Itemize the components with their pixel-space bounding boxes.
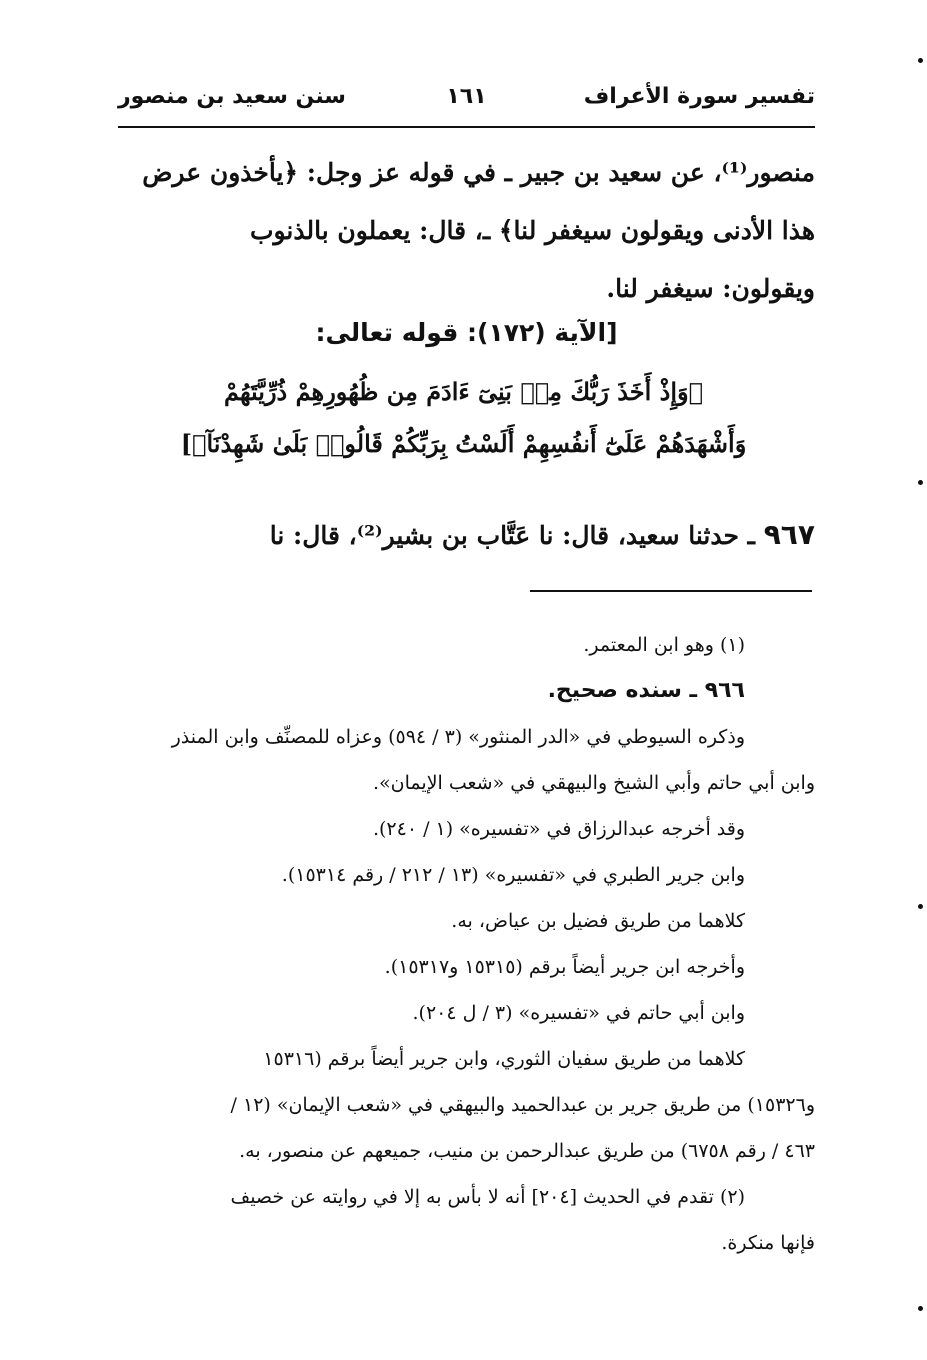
header-divider	[118, 126, 815, 128]
main-text-block	[118, 144, 815, 318]
footnote-line: كلاهما من طريق فضيل بن عياض، به.	[451, 910, 745, 932]
footnote-line: ٤٦٣ / رقم ٦٧٥٨) من طريق عبدالرحمن بن منيب، جميعهم عن منصور، به.	[239, 1140, 815, 1162]
quran-verse	[150, 366, 777, 470]
footnote-line: وأخرجه ابن جرير أيضاً برقم (١٥٣١٥ و١٥٣١٧).	[384, 956, 745, 978]
scan-mark	[918, 58, 923, 63]
footnote-hadith-ref: ٩٦٦ ـ سنده صحيح.	[547, 678, 745, 703]
hadith-number: ٩٦٧	[763, 518, 815, 551]
footnote-line: وذكره السيوطي في «الدر المنثور» (٣ / ٥٩٤) وعزاه للمصنِّف وابن المنذر	[171, 726, 745, 748]
verse-heading: [الآية (١٧٢): قوله تعالى:	[315, 318, 618, 347]
hadith-text: ـ حدثنا سعيد، قال: نا عَتَّاب بن بشير⁽²⁾، قال: نا	[269, 521, 755, 550]
footnote-line: فإنها منكرة.	[721, 1232, 815, 1254]
footnote-line: وابن جرير الطبري في «تفسيره» (١٣ / ٢١٢ / رقم ١٥٣١٤).	[281, 864, 745, 886]
footnote-line: كلاهما من طريق سفيان الثوري، وابن جرير أيضاً برقم (١٥٣١٦	[263, 1048, 745, 1070]
footnote-divider	[530, 590, 812, 592]
footnotes-block	[118, 622, 815, 1266]
hadith-opening	[118, 512, 815, 559]
scan-mark	[918, 1306, 923, 1311]
footnote-line: وابن أبي حاتم في «تفسيره» (٣ / ل ٢٠٤).	[412, 1002, 745, 1024]
header-book-title: سنن سعيد بن منصور	[118, 84, 346, 109]
main-text-line: منصور⁽¹⁾، عن سعيد بن جبير ـ في قوله عز وجل: ﴿يأخذون عرض	[142, 158, 815, 187]
main-text-line: ويقولون: سيغفر لنا.	[606, 274, 815, 303]
footnote-line: وقد أخرجه عبدالرزاق في «تفسيره» (١ / ٢٤٠).	[372, 818, 745, 840]
running-header	[118, 80, 815, 124]
verse-line: وَأَشْهَدَهُمْ عَلَىٰٓ أَنفُسِهِمْ أَلَسْتُ بِرَبِّكُمْ قَالُوا۟ بَلَىٰ شَهِدْنَآ﴾]	[180, 429, 747, 458]
scan-mark	[918, 480, 923, 485]
main-text-line: هذا الأدنى ويقولون سيغفر لنا﴾ ـ، قال: يعملون بالذنوب	[249, 216, 815, 245]
footnote-line: وابن أبي حاتم وأبي الشيخ والبيهقي في «شعب الإيمان».	[373, 772, 815, 794]
page-number: ١٦١	[446, 84, 487, 109]
scan-mark	[918, 904, 923, 909]
footnote-line: و١٥٣٢٦) من طريق جرير بن عبدالحميد والبيهقي في «شعب الإيمان» (١٢ /	[230, 1094, 815, 1116]
footnote-line: (١) وهو ابن المعتمر.	[583, 634, 745, 656]
footnote-line: (٢) تقدم في الحديث [٢٠٤] أنه لا بأس به إلا في روايته عن خصيف	[230, 1186, 745, 1208]
header-surah-title: تفسير سورة الأعراف	[583, 84, 815, 109]
verse-line: ﴿وَإِذْ أَخَذَ رَبُّكَ مِنۢ بَنِىٓ ءَادَمَ مِن ظُهُورِهِمْ ذُرِّيَّتَهُمْ	[223, 377, 703, 406]
